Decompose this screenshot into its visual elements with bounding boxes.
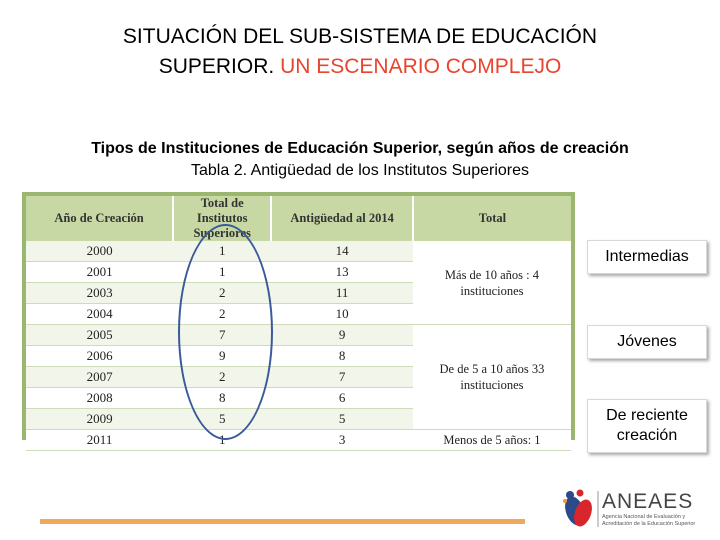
cell-total-group-3: Menos de 5 años: 1 [413, 430, 571, 451]
cell-year: 2008 [26, 388, 173, 409]
label-reciente-creacion [587, 399, 707, 453]
label-reciente-line-2: creación [616, 427, 678, 444]
header-year: Año de Creación [26, 196, 173, 241]
label-intermedias [587, 240, 707, 274]
label-intermedias-text: Intermedias [605, 248, 689, 265]
logo-tagline: Agencia Nacional de Evaluación y Acreditación de la Educación Superior [602, 514, 696, 527]
cell-age: 5 [271, 409, 413, 430]
count-column-highlight-oval [178, 224, 273, 440]
cell-age: 13 [271, 262, 413, 283]
cell-age: 14 [271, 241, 413, 262]
title-line-2-plain: SUPERIOR. [158, 55, 275, 78]
cell-count: 1 [173, 262, 271, 283]
caption-line-2: Tabla 2. Antigüedad de los Institutos Superiores [191, 162, 529, 179]
header-count: Total de Institutos Superiores [173, 196, 271, 241]
cell-year: 2000 [26, 241, 173, 262]
cell-age: 6 [271, 388, 413, 409]
title-line-2-accent: UN ESCENARIO COMPLEJO [280, 55, 562, 78]
cell-age: 11 [271, 283, 413, 304]
table-row [26, 430, 571, 451]
cell-age: 7 [271, 367, 413, 388]
cell-count: 1 [173, 241, 271, 262]
cell-age: 10 [271, 304, 413, 325]
institutes-table [26, 196, 571, 451]
caption-line-1: Tipos de Instituciones de Educación Superior, según años de creación [91, 140, 629, 157]
cell-total-group-1: Más de 10 años : 4 instituciones [413, 241, 571, 325]
table-header-row [26, 196, 571, 241]
label-reciente-line-1: De reciente [606, 407, 688, 424]
logo-name: ANEAES [602, 490, 694, 513]
cell-year: 2009 [26, 409, 173, 430]
label-jovenes-text: Jóvenes [617, 333, 677, 350]
cell-year: 2006 [26, 346, 173, 367]
table-caption [0, 138, 720, 182]
label-jovenes [587, 325, 707, 359]
header-total: Total [413, 196, 571, 241]
cell-count: 1 [173, 430, 271, 451]
title-line-1: SITUACIÓN DEL SUB-SISTEMA DE EDUCACIÓN [122, 25, 598, 48]
cell-age: 8 [271, 346, 413, 367]
cell-year: 2003 [26, 283, 173, 304]
cell-year: 2007 [26, 367, 173, 388]
cell-year: 2004 [26, 304, 173, 325]
cell-count: 2 [173, 283, 271, 304]
table-row [26, 325, 571, 346]
cell-year: 2005 [26, 325, 173, 346]
cell-count: 2 [173, 367, 271, 388]
bottom-accent-bar [40, 519, 525, 524]
cell-count: 8 [173, 388, 271, 409]
cell-count: 7 [173, 325, 271, 346]
cell-age: 3 [271, 430, 413, 451]
title-line-2 [0, 52, 720, 82]
cell-total-group-2: De de 5 a 10 años 33 instituciones [413, 325, 571, 430]
institutes-table-frame [22, 192, 575, 447]
cell-count: 2 [173, 304, 271, 325]
cell-year: 2001 [26, 262, 173, 283]
cell-age: 9 [271, 325, 413, 346]
header-age: Antigüedad al 2014 [271, 196, 413, 241]
cell-count: 5 [173, 409, 271, 430]
table-row [26, 241, 571, 262]
cell-year: 2011 [26, 430, 173, 451]
cell-count: 9 [173, 346, 271, 367]
page-title [0, 22, 720, 82]
